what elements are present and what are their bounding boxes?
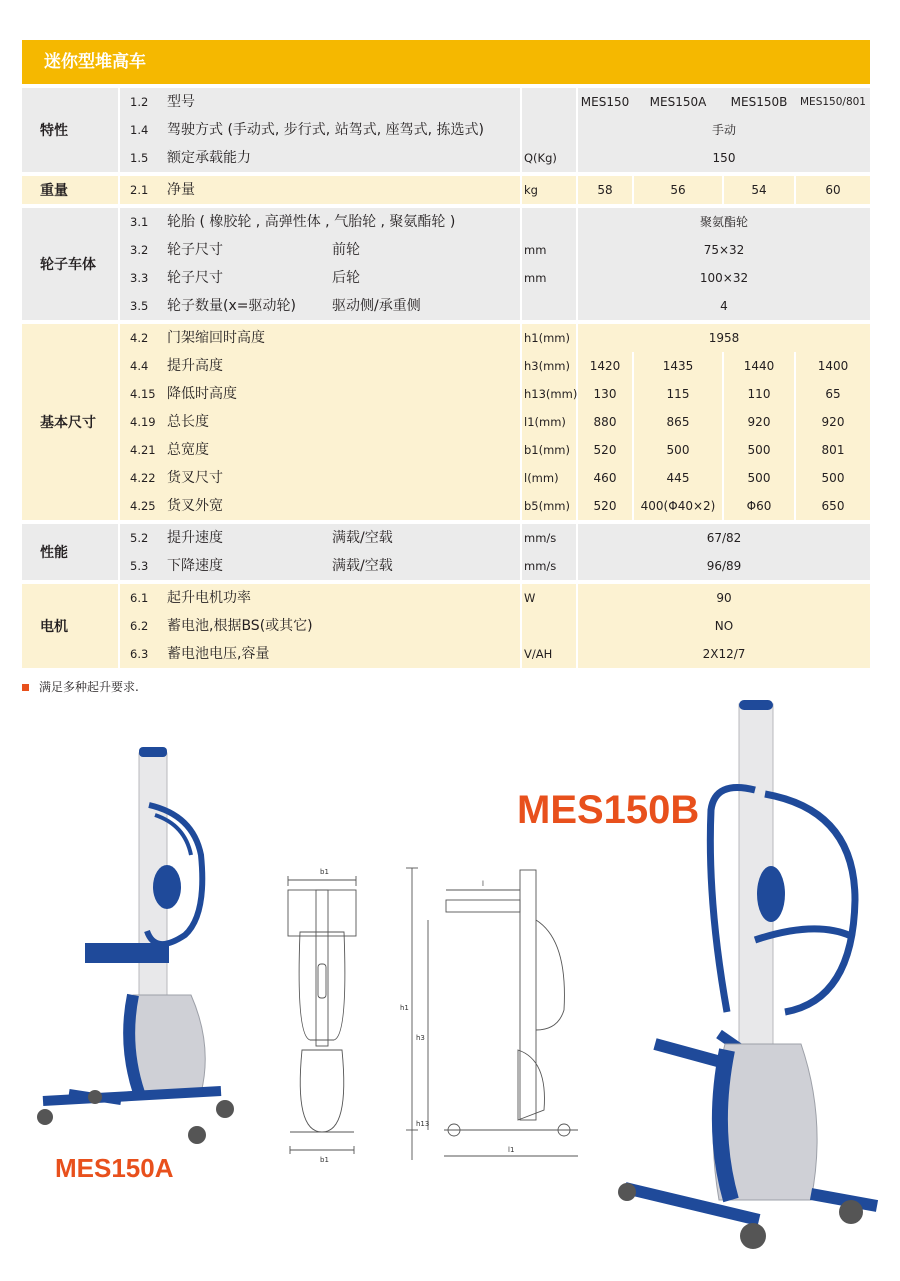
- row-value: 500: [747, 443, 771, 457]
- row-number: 3.1: [130, 215, 149, 229]
- row-label: 货叉尺寸: [167, 470, 223, 486]
- dim-b1-bottom: b1: [320, 1156, 329, 1164]
- row-label: 轮子数量(x=驱动轮): [167, 298, 296, 314]
- value-divider: [722, 408, 724, 436]
- row-value: 56: [670, 183, 686, 197]
- row-value-span: 150: [712, 151, 736, 165]
- row-number: 4.22: [130, 471, 156, 485]
- row-label: 额定承载能力: [167, 150, 251, 166]
- row-value: 460: [593, 471, 617, 485]
- row-value: 520: [593, 499, 617, 513]
- row-label: 轮子尺寸: [167, 270, 223, 286]
- spec-row: [22, 492, 870, 520]
- row-value: 500: [821, 471, 845, 485]
- spec-row: [22, 612, 870, 640]
- row-value-span: 4: [720, 299, 728, 313]
- row-value-span: 聚氨酯轮: [699, 215, 748, 229]
- row-unit: W: [524, 591, 536, 605]
- spec-section: [22, 208, 870, 320]
- value-divider: [632, 464, 634, 492]
- row-value: 60: [825, 183, 841, 197]
- value-divider: [794, 176, 796, 204]
- row-value: 1420: [589, 359, 621, 373]
- row-unit: mm/s: [524, 559, 557, 573]
- row-value-span: 96/89: [706, 559, 742, 573]
- row-number: 2.1: [130, 183, 149, 197]
- spec-section: [22, 176, 870, 204]
- row-value: 520: [593, 443, 617, 457]
- row-number: 1.5: [130, 151, 149, 165]
- page-title: 迷你型堆高车: [22, 40, 870, 84]
- row-value: 650: [821, 499, 845, 513]
- row-value-span: 手动: [711, 123, 736, 137]
- spec-row: [22, 584, 870, 612]
- row-label: 蓄电池电压,容量: [167, 646, 270, 662]
- spec-row: [22, 208, 870, 236]
- section-name: 电机: [40, 619, 68, 635]
- row-value: 801: [821, 443, 845, 457]
- row-value: 500: [666, 443, 690, 457]
- model-name: MES150B: [730, 95, 788, 109]
- model-name: MES150A: [649, 95, 707, 109]
- spec-row: [22, 640, 870, 668]
- row-value: 65: [825, 387, 841, 401]
- row-sublabel: 前轮: [332, 242, 360, 258]
- value-divider: [722, 352, 724, 380]
- model-name: MES150: [580, 95, 630, 109]
- value-divider: [722, 464, 724, 492]
- row-number: 5.3: [130, 559, 149, 573]
- row-number: 3.2: [130, 243, 149, 257]
- spec-row: [22, 352, 870, 380]
- row-value: 1440: [743, 359, 775, 373]
- row-label: 总长度: [167, 414, 209, 430]
- value-divider: [632, 436, 634, 464]
- row-number: 5.2: [130, 531, 149, 545]
- row-label: 蓄电池,根据BS(或其它): [167, 618, 313, 634]
- spec-section: [22, 524, 870, 580]
- mes150b-illustration: [615, 700, 890, 1255]
- row-number: 4.4: [130, 359, 149, 373]
- value-divider: [794, 352, 796, 380]
- spec-row: [22, 408, 870, 436]
- row-value: Φ60: [746, 499, 772, 513]
- row-number: 6.3: [130, 647, 149, 661]
- spec-row: [22, 176, 870, 204]
- row-value: 54: [751, 183, 767, 197]
- row-value-span: 2X12/7: [702, 647, 746, 661]
- dim-h13: h13: [416, 1120, 430, 1128]
- row-value-span: NO: [714, 619, 734, 633]
- row-unit: h1(mm): [524, 331, 570, 345]
- value-divider: [722, 380, 724, 408]
- spec-section: [22, 88, 870, 172]
- row-number: 1.2: [130, 95, 149, 109]
- row-unit: h3(mm): [524, 359, 570, 373]
- dim-l1: l1: [508, 1146, 515, 1154]
- row-value: 920: [747, 415, 771, 429]
- spec-row: [22, 380, 870, 408]
- side-view-drawing: [398, 860, 588, 1170]
- row-label: 提升速度: [167, 530, 223, 546]
- section-name: 基本尺寸: [40, 415, 96, 431]
- front-view-drawing: [280, 860, 380, 1170]
- row-unit: mm/s: [524, 531, 557, 545]
- value-divider: [794, 408, 796, 436]
- row-value-span: 67/82: [706, 531, 742, 545]
- row-number: 6.1: [130, 591, 149, 605]
- row-value: 130: [593, 387, 617, 401]
- value-divider: [632, 352, 634, 380]
- value-divider: [632, 492, 634, 520]
- row-label: 轮子尺寸: [167, 242, 223, 258]
- spec-section: [22, 324, 870, 520]
- spec-row: [22, 436, 870, 464]
- row-number: 4.15: [130, 387, 156, 401]
- row-value: 58: [597, 183, 613, 197]
- row-value: 500: [747, 471, 771, 485]
- row-value-span: 1958: [708, 331, 740, 345]
- row-value-span: 90: [716, 591, 732, 605]
- model-name: MES150/801: [800, 96, 866, 108]
- row-value-span: 100×32: [699, 271, 749, 285]
- value-divider: [722, 176, 724, 204]
- row-unit: b5(mm): [524, 499, 570, 513]
- row-number: 4.21: [130, 443, 156, 457]
- row-label: 门架缩回时高度: [167, 330, 265, 346]
- row-label: 降低时高度: [167, 386, 237, 402]
- row-value: 1435: [662, 359, 694, 373]
- spec-row: [22, 88, 870, 116]
- section-name: 重量: [40, 183, 68, 199]
- row-sublabel: 后轮: [332, 270, 360, 286]
- spec-row: [22, 464, 870, 492]
- row-value: 920: [821, 415, 845, 429]
- row-label: 轮胎 ( 橡胶轮 , 高弹性体 , 气胎轮 , 聚氨酯轮 ): [167, 214, 456, 230]
- value-divider: [722, 436, 724, 464]
- section-name: 特性: [40, 123, 68, 139]
- row-number: 3.3: [130, 271, 149, 285]
- dim-l: l: [482, 880, 484, 888]
- value-divider: [632, 380, 634, 408]
- row-label: 型号: [167, 94, 195, 110]
- row-number: 4.19: [130, 415, 156, 429]
- mes150b-label: MES150B: [517, 788, 700, 832]
- row-number: 6.2: [130, 619, 149, 633]
- row-unit: h13(mm): [524, 387, 578, 401]
- value-divider: [794, 380, 796, 408]
- row-unit: b1(mm): [524, 443, 570, 457]
- section-name: 轮子车体: [40, 257, 96, 273]
- row-value: 110: [747, 387, 771, 401]
- feature-note: [22, 678, 139, 695]
- row-number: 4.2: [130, 331, 149, 345]
- row-unit: Q(Kg): [524, 151, 557, 165]
- spec-row: [22, 552, 870, 580]
- row-label: 净量: [167, 182, 195, 198]
- spec-table: [22, 88, 870, 672]
- row-label: 起升电机功率: [167, 590, 251, 606]
- row-label: 下降速度: [167, 558, 223, 574]
- row-label: 提升高度: [167, 358, 223, 374]
- row-unit: mm: [524, 271, 547, 285]
- row-value-span: 75×32: [703, 243, 745, 257]
- row-unit: kg: [524, 183, 538, 197]
- row-label: 总宽度: [167, 442, 209, 458]
- row-unit: l1(mm): [524, 415, 566, 429]
- dim-h1: h1: [400, 1004, 409, 1012]
- row-value: 865: [666, 415, 690, 429]
- row-sublabel: 驱动侧/承重侧: [332, 298, 421, 314]
- spec-section: [22, 584, 870, 668]
- row-sublabel: 满载/空载: [332, 558, 393, 574]
- row-value: 880: [593, 415, 617, 429]
- dim-b1-top: b1: [320, 868, 329, 876]
- mes150a-label: MES150A: [55, 1153, 174, 1183]
- value-divider: [632, 176, 634, 204]
- row-number: 4.25: [130, 499, 156, 513]
- value-divider: [722, 492, 724, 520]
- row-unit: V/AH: [524, 647, 553, 661]
- section-name: 性能: [40, 545, 68, 561]
- spec-row: [22, 524, 870, 552]
- spec-row: [22, 292, 870, 320]
- value-divider: [794, 492, 796, 520]
- mes150a-illustration: [25, 745, 255, 1145]
- spec-row: [22, 116, 870, 144]
- row-value: 400(Φ40×2): [640, 499, 716, 513]
- note-text: 满足多种起升要求.: [39, 680, 139, 694]
- value-divider: [632, 408, 634, 436]
- value-divider: [794, 436, 796, 464]
- row-unit: mm: [524, 243, 547, 257]
- spec-row: [22, 236, 870, 264]
- row-value: 115: [666, 387, 690, 401]
- spec-row: [22, 324, 870, 352]
- spec-row: [22, 144, 870, 172]
- spec-row: [22, 264, 870, 292]
- row-number: 3.5: [130, 299, 149, 313]
- bullet-square-icon: [22, 684, 29, 691]
- row-value: 445: [666, 471, 690, 485]
- row-unit: l(mm): [524, 471, 559, 485]
- row-label: 驾驶方式 (手动式, 步行式, 站驾式, 座驾式, 拣选式): [167, 122, 484, 138]
- row-label: 货叉外宽: [167, 498, 223, 514]
- row-value: 1400: [817, 359, 849, 373]
- dim-h3: h3: [416, 1034, 425, 1042]
- row-number: 1.4: [130, 123, 149, 137]
- row-sublabel: 满载/空载: [332, 530, 393, 546]
- value-divider: [794, 464, 796, 492]
